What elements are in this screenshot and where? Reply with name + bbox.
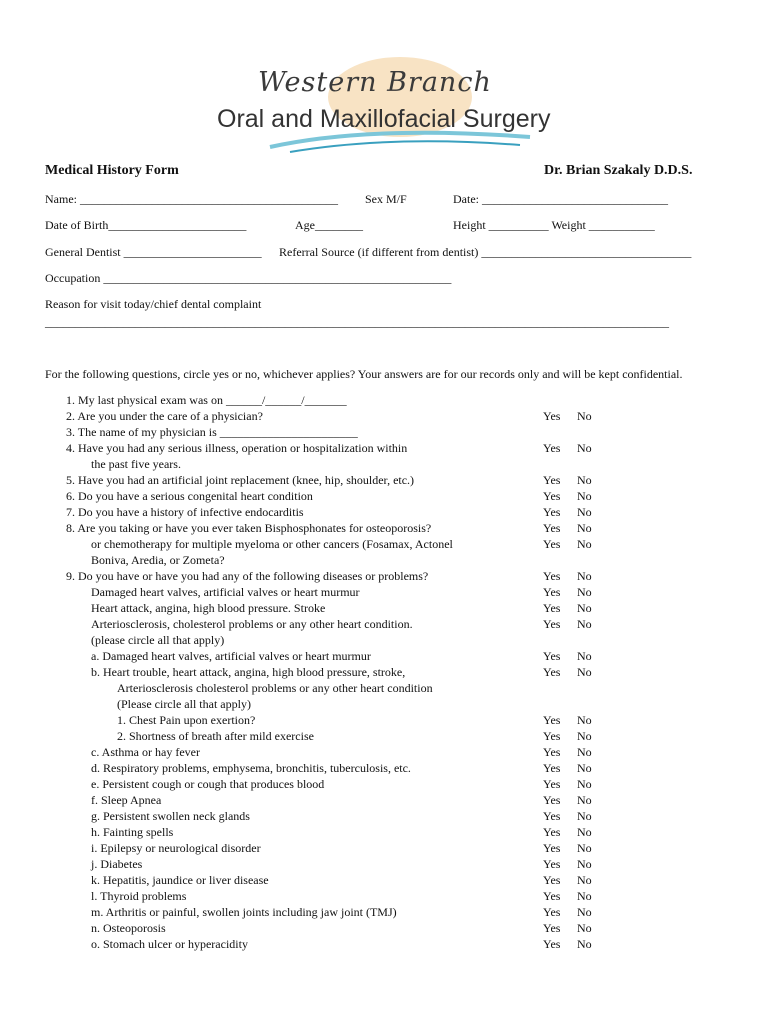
question-line: Damaged heart valves, artificial valves or heart murmur <box>91 585 360 599</box>
yes-no-choice[interactable]: Yes No <box>543 745 592 759</box>
yes-no-choice[interactable]: Yes No <box>543 793 592 807</box>
yes-no-choice[interactable]: Yes No <box>543 521 592 535</box>
sex-field[interactable]: Sex M/F <box>365 192 407 206</box>
question-line: 8. Are you taking or have you ever taken Bisphosphonates for osteoporosis? <box>66 521 432 535</box>
form-title: Medical History Form <box>45 163 179 178</box>
question-line: b. Heart trouble, heart attack, angina, high blood pressure, stroke, <box>91 665 406 679</box>
dob-field[interactable]: Date of Birth_______________________ <box>45 218 247 232</box>
question-line: Heart attack, angina, high blood pressure. Stroke <box>91 601 326 615</box>
question-line: d. Respiratory problems, emphysema, bronchitis, tuberculosis, etc. <box>91 761 411 775</box>
question-line: e. Persistent cough or cough that produces blood <box>91 777 325 791</box>
instructions-text: For the following questions, circle yes or no, whichever applies? Your answers are for our records only and will be kept confidential. <box>45 367 683 381</box>
logo-name-text: Oral and Maxillofacial Surgery <box>217 105 551 133</box>
yes-no-choice[interactable]: Yes No <box>543 409 592 423</box>
height-weight-field[interactable]: Height __________ Weight ___________ <box>453 218 655 232</box>
question-line: (Please circle all that apply) <box>117 697 251 711</box>
dentist-field[interactable]: General Dentist _______________________ <box>45 245 262 259</box>
yes-no-choice[interactable]: Yes No <box>543 857 592 871</box>
question-line: Boniva, Aredia, or Zometa? <box>91 553 225 567</box>
yes-no-choice[interactable]: Yes No <box>543 665 592 679</box>
yes-no-choice[interactable]: Yes No <box>543 809 592 823</box>
yes-no-choice[interactable]: Yes No <box>543 569 592 583</box>
question-line: Arteriosclerosis, cholesterol problems or any other heart condition. <box>91 617 413 631</box>
question-line: m. Arthritis or painful, swollen joints including jaw joint (TMJ) <box>91 905 397 919</box>
date-field[interactable]: Date: _______________________________ <box>453 192 668 206</box>
yes-no-choice[interactable]: Yes No <box>543 537 592 551</box>
yes-no-choice[interactable]: Yes No <box>543 649 592 663</box>
occupation-field[interactable]: Occupation __________________________________________________________ <box>45 271 452 285</box>
question-line: h. Fainting spells <box>91 825 174 839</box>
yes-no-choice[interactable]: Yes No <box>543 505 592 519</box>
yes-no-choice[interactable]: Yes No <box>543 873 592 887</box>
question-line: Arteriosclerosis cholesterol problems or any other heart condition <box>117 681 433 695</box>
question-line: 5. Have you had an artificial joint replacement (knee, hip, shoulder, etc.) <box>66 473 415 487</box>
question-line: a. Damaged heart valves, artificial valves or heart murmur <box>91 649 371 663</box>
question-line: (please circle all that apply) <box>91 633 225 647</box>
question-line: j. Diabetes <box>91 857 143 871</box>
yes-no-choice[interactable]: Yes No <box>543 585 592 599</box>
question-line: n. Osteoporosis <box>91 921 166 935</box>
doctor-name: Dr. Brian Szakaly D.D.S. <box>544 163 693 178</box>
reason-line[interactable]: ________________________________________________________________________________________________________ <box>45 315 669 329</box>
yes-no-choice[interactable]: Yes No <box>543 921 592 935</box>
question-line: 2. Shortness of breath after mild exercise <box>117 729 314 743</box>
yes-no-choice[interactable]: Yes No <box>543 489 592 503</box>
question-line: o. Stomach ulcer or hyperacidity <box>91 937 248 951</box>
yes-no-choice[interactable]: Yes No <box>543 729 592 743</box>
question-line: g. Persistent swollen neck glands <box>91 809 250 823</box>
yes-no-choice[interactable]: Yes No <box>543 825 592 839</box>
yes-no-choice[interactable]: Yes No <box>543 937 592 951</box>
question-line: 2. Are you under the care of a physician? <box>66 409 263 423</box>
reason-label: Reason for visit today/chief dental complaint <box>45 297 262 311</box>
yes-no-choice[interactable]: Yes No <box>543 441 592 455</box>
yes-no-choice[interactable]: Yes No <box>543 617 592 631</box>
yes-no-choice[interactable]: Yes No <box>543 473 592 487</box>
question-line: i. Epilepsy or neurological disorder <box>91 841 261 855</box>
name-field[interactable]: Name: ___________________________________________ <box>45 192 338 206</box>
question-line: k. Hepatitis, jaundice or liver disease <box>91 873 269 887</box>
question-line: 3. The name of my physician is _______________________ <box>66 425 358 439</box>
yes-no-choice[interactable]: Yes No <box>543 841 592 855</box>
practice-logo <box>200 55 560 155</box>
question-line: 1. My last physical exam was on ______/______/_______ <box>66 393 347 407</box>
question-line: l. Thyroid problems <box>91 889 187 903</box>
yes-no-choice[interactable]: Yes No <box>543 713 592 727</box>
question-line: 4. Have you had any serious illness, operation or hospitalization within <box>66 441 408 455</box>
age-field[interactable]: Age________ <box>295 218 363 232</box>
question-line: f. Sleep Apnea <box>91 793 162 807</box>
yes-no-choice[interactable]: Yes No <box>543 601 592 615</box>
question-line: the past five years. <box>91 457 181 471</box>
yes-no-choice[interactable]: Yes No <box>543 761 592 775</box>
question-line: 7. Do you have a history of infective endocarditis <box>66 505 304 519</box>
question-line: 9. Do you have or have you had any of the following diseases or problems? <box>66 569 429 583</box>
yes-no-choice[interactable]: Yes No <box>543 889 592 903</box>
logo-script-text: Western Branch <box>258 67 492 98</box>
yes-no-choice[interactable]: Yes No <box>543 777 592 791</box>
question-line: c. Asthma or hay fever <box>91 745 200 759</box>
yes-no-choice[interactable]: Yes No <box>543 905 592 919</box>
question-line: 1. Chest Pain upon exertion? <box>117 713 256 727</box>
question-line: or chemotherapy for multiple myeloma or other cancers (Fosamax, Actonel <box>91 537 453 551</box>
referral-field[interactable]: Referral Source (if different from dentist) ___________________________________ <box>279 245 692 259</box>
question-line: 6. Do you have a serious congenital heart condition <box>66 489 313 503</box>
